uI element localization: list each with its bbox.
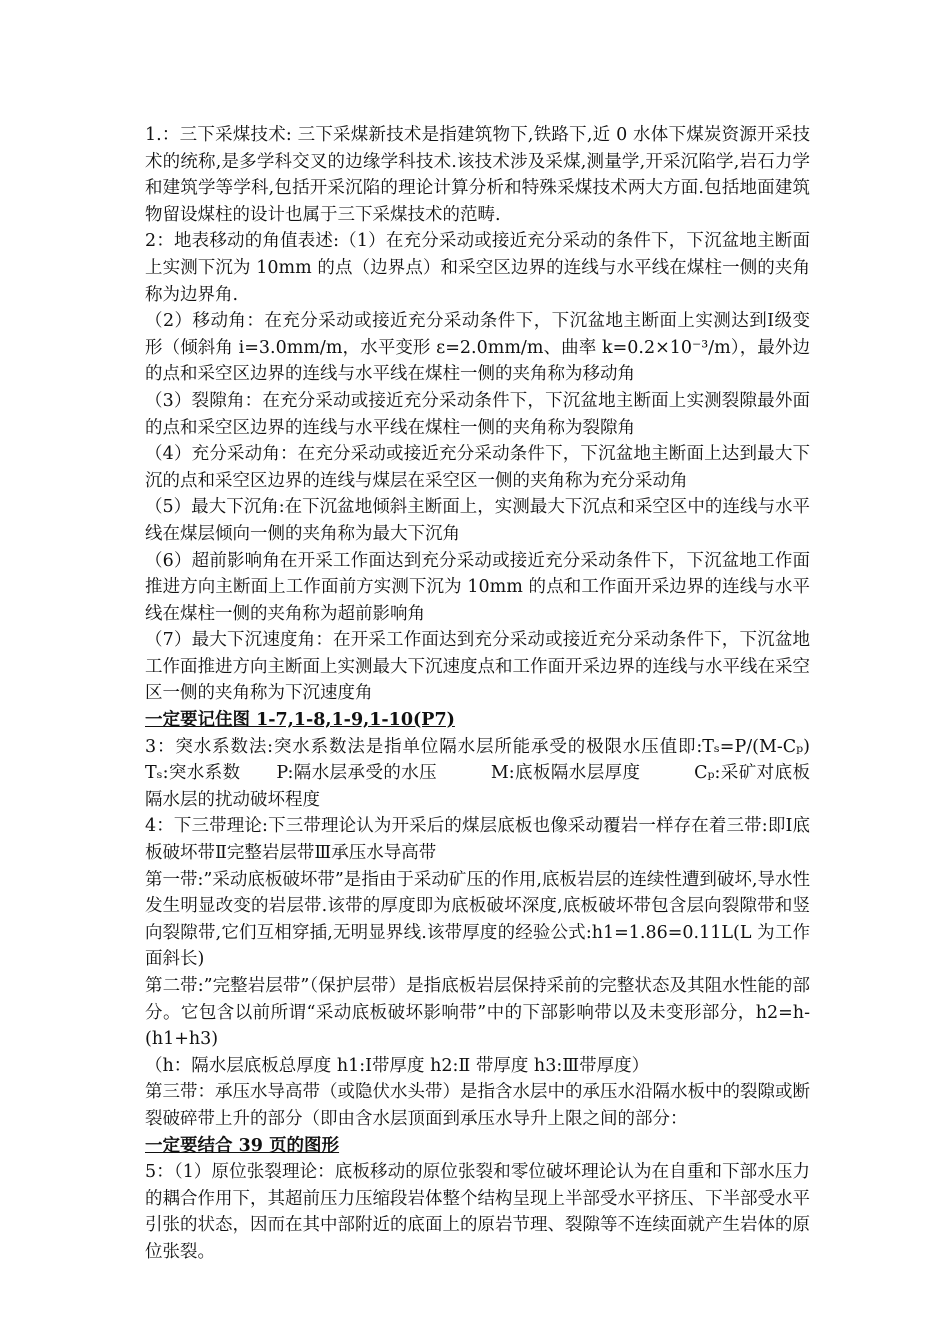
paragraph-water-inrush-coefficient: 3：突水系数法:突水系数法是指单位隔水层所能承受的极限水压值即:Tₛ=P/(M-Cₚ) Tₛ:突水系数 P:隔水层承受的水压 M:底板隔水层厚度 Cₚ:采矿对底板隔水层的扰动破坏程度 bbox=[145, 736, 810, 810]
paragraph-crack-angle: （3）裂隙角：在充分采动或接近充分采动条件下，下沉盆地主断面上实测裂隙最外面的点和采空区边界的连线与水平线在煤柱一侧的夹角称为裂隙角 bbox=[145, 390, 810, 438]
paragraph-third-zone: 第三带：承压水导高带（或隐伏水头带）是指含水层中的承压水沿隔水板中的裂隙或断裂破碎带上升的部分（即由含水层顶面到承压水导升上限之间的部分： bbox=[145, 1082, 810, 1129]
paragraph-advance-influence-angle: （6）超前影响角在开采工作面达到充分采动或接近充分采动条件下，下沉盆地工作面推进方向主断面上工作面前方实测下沉为 10mm 的点和工作面开采边界的连线与水平线在煤柱一侧的夹角称为超前影响角 bbox=[145, 550, 810, 624]
paragraph-first-zone: 第一带:”采动底板破坏带”是指由于采动矿压的作用,底板岩层的连续性遭到破坏,导水性发生明显改变的岩层带.该带的厚度即为底板破坏深度,底板破坏带包含层向裂隙带和竖向裂隙带,它们互相穿插,无明显界线.该带厚度的经验公式:h1=1.86=0.11L(L 为工作面斜长) bbox=[145, 869, 810, 970]
paragraph-second-zone: 第二带:”完整岩层带”（保护层带）是指底板岩层保持采前的完整状态及其阻水性能的部分。它包含以前所谓“采动底板破坏影响带”中的下部影响带以及未变形部分，h2=h-(h1+h3) bbox=[145, 976, 810, 1050]
page-39-figure-heading: 一定要结合 39 页的图形 bbox=[145, 1135, 340, 1156]
paragraph-in-situ-tension-theory: 5：（1）原位张裂理论：底板移动的原位张裂和零位破坏理论认为在自重和下部水压力的耦合作用下，其超前压力压缩段岩体整个结构呈现上半部受水平挤压、下半部受水平引张的状态，因而在其中部附近的底面上的原岩节理、裂隙等不连续面就产生岩体的原位张裂。 bbox=[145, 1162, 810, 1262]
remember-figures-heading: 一定要记住图 1-7,1-8,1-9,1-10(P7) bbox=[145, 710, 455, 731]
paragraph-zone-thickness-legend: （h：隔水层底板总厚度 h1:Ⅰ带厚度 h2:Ⅱ 带厚度 h3:Ⅲ带厚度） bbox=[145, 1055, 650, 1076]
paragraph-lower-three-zone-theory: 4：下三带理论:下三带理论认为开采后的煤层底板也像采动覆岩一样存在着三带:即Ⅰ底板破坏带Ⅱ完整岩层带Ⅲ承压水导高带 bbox=[145, 816, 810, 864]
paragraph-max-subsidence-velocity-angle: （7）最大下沉速度角：在开采工作面达到充分采动或接近充分采动条件下，下沉盆地工作面推进方向主断面上实测最大下沉速度点和工作面开采边界的连线与水平线在采空区一侧的夹角称为下沉速度角 bbox=[145, 630, 810, 704]
paragraph-full-extraction-angle: （4）充分采动角：在充分采动或接近充分采动条件下，下沉盆地主断面上达到最大下沉的点和采空区边界的连线与煤层在采空区一侧的夹角称为充分采动角 bbox=[145, 444, 810, 491]
paragraph-surface-movement-angles: 2：地表移动的角值表述:（1）在充分采动或接近充分采动的条件下，下沉盆地主断面上实测下沉为 10mm 的点（边界点）和采空区边界的连线与水平线在煤柱一侧的夹角称为边界角. bbox=[145, 231, 810, 305]
document-body bbox=[145, 122, 810, 1266]
paragraph-max-subsidence-angle: （5）最大下沉角:在下沉盆地倾斜主断面上，实测最大下沉点和采空区中的连线与水平线在煤层倾向一侧的夹角称为最大下沉角 bbox=[145, 497, 810, 544]
paragraph-movement-angle: （2）移动角：在充分采动或接近充分采动条件下，下沉盆地主断面上实测达到Ⅰ级变形（倾斜角 i=3.0mm/m，水平变形 ε=2.0mm/m、曲率 k=0.2×10⁻³/m），最外边的点和采空区边界的连线与水平线在煤柱一侧的夹角称为移动角 bbox=[145, 311, 810, 385]
paragraph-three-under-mining: 1.：三下采煤技术: 三下采煤新技术是指建筑物下,铁路下,近 0 水体下煤炭资源开采技术的统称,是多学科交叉的边缘学科技术.该技术涉及采煤,测量学,开采沉陷学,岩石力学和建筑学等学科,包括开采沉陷的理论计算分析和特殊采煤技术两大方面.包括地面建筑物留设煤柱的设计也属于三下采煤技术的范畴. bbox=[145, 125, 810, 225]
